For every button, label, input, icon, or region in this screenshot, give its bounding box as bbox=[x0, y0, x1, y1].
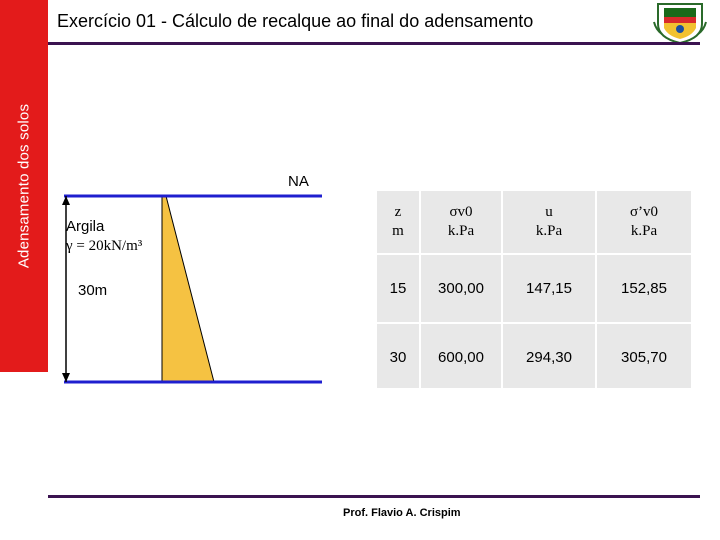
footer-author: Prof. Flavio A. Crispim bbox=[343, 507, 461, 519]
header-symbol: u bbox=[545, 204, 553, 220]
header-symbol: σ’v0 bbox=[629, 204, 659, 220]
header-cell bbox=[377, 191, 420, 254]
table-cell: 15 bbox=[377, 254, 420, 323]
stress-distribution-wedge bbox=[162, 196, 214, 382]
table-cell: 305,70 bbox=[621, 349, 667, 366]
table-row bbox=[377, 254, 691, 323]
header-cell bbox=[596, 191, 691, 254]
footer-divider bbox=[48, 495, 700, 498]
header-unit: k.Pa bbox=[630, 223, 658, 239]
header-symbol: σv0 bbox=[449, 204, 473, 220]
sidebar-title: Adensamento dos solos bbox=[15, 103, 33, 269]
table-cell: 600,00 bbox=[420, 323, 502, 391]
table-cell: 30 bbox=[377, 323, 420, 391]
layer-thickness-label: 30m bbox=[78, 282, 108, 299]
header-unit: m bbox=[392, 223, 404, 239]
table-cell: 147,15 bbox=[502, 254, 596, 323]
header-symbol: z bbox=[394, 204, 402, 220]
stress-table bbox=[377, 191, 691, 391]
table-row bbox=[377, 323, 691, 391]
page-title: Exercício 01 - Cálculo de recalque ao final do adensamento bbox=[57, 11, 534, 31]
table-cell: 152,85 bbox=[596, 254, 691, 323]
table-cell: 300,00 bbox=[420, 254, 502, 323]
header-cell bbox=[420, 191, 502, 254]
header-unit: k.Pa bbox=[447, 223, 475, 239]
table-cell: 294,30 bbox=[502, 323, 596, 391]
table-header-row bbox=[377, 191, 691, 254]
soil-name-label: Argila bbox=[66, 218, 105, 235]
unit-weight-label: γ = 20kN/m³ bbox=[66, 238, 143, 254]
water-level-label: NA bbox=[288, 173, 309, 190]
header-cell bbox=[502, 191, 596, 254]
header-unit: k.Pa bbox=[535, 223, 563, 239]
